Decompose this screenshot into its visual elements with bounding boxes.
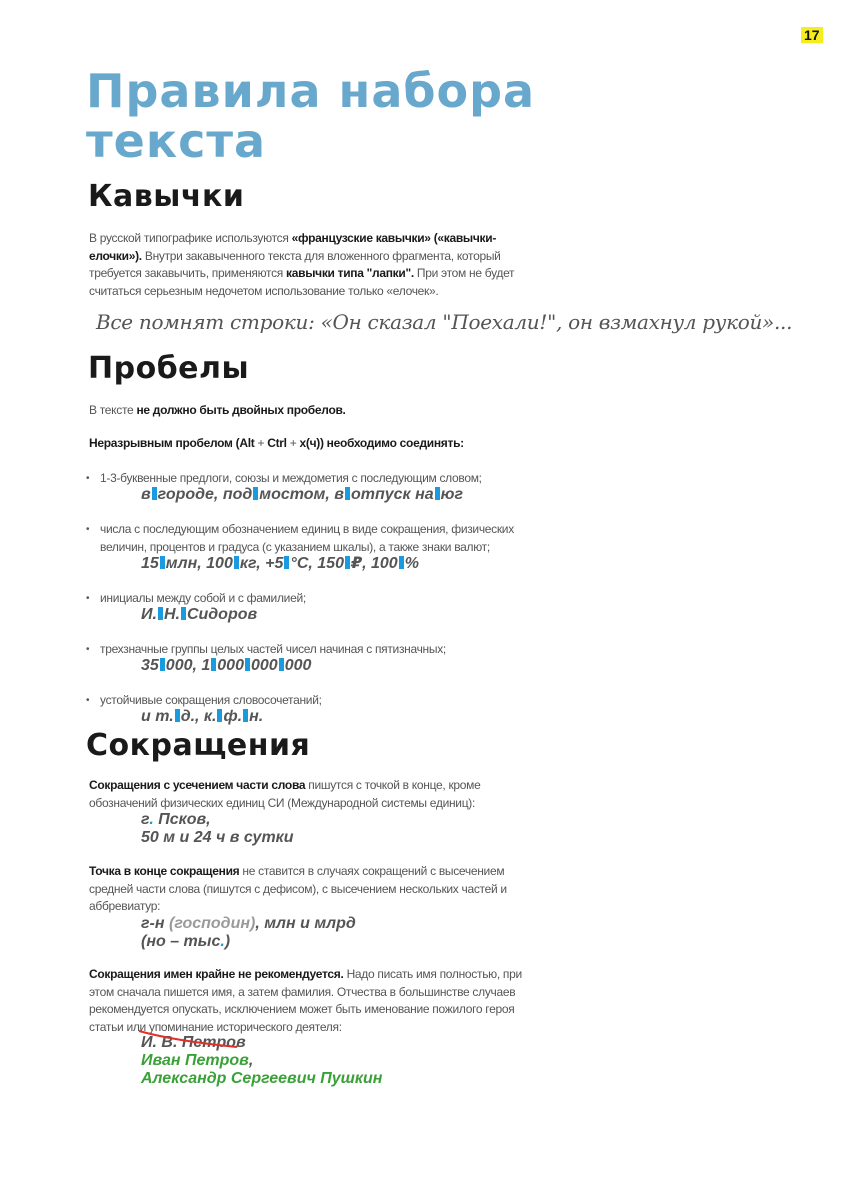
bullet-icon: • [86,695,90,706]
list-item-example: 35 000, 1 000 000 000 [141,657,312,674]
abbreviation-example-3: г-н (господин), млн и млрд [141,915,356,932]
abbreviations-paragraph-1 [89,777,534,812]
bullet-icon: • [86,524,90,535]
bullet-icon: • [86,644,90,655]
nbsp-marker [279,658,284,671]
bold-text: Неразрывным пробелом ( [89,436,240,450]
bullet-icon: • [86,473,90,484]
list-item-example: 15 млн, 100 кг, +5 °С, 150 ₽, 100 % [141,555,419,572]
plus: + [254,436,268,450]
list-item-text: устойчивые сокращения словосочетаний; [100,693,322,707]
text: Надо писать имя полностью, при этом сначала пишется имя, а затем фамилия. Отчества в большинстве случаев рекомендуется опускать, исключением может быть именование пожилого героя статьи или упоминание исторического деятеля: [89,967,522,1034]
paren: ( [305,436,310,450]
list-item-example: И. Н. Сидоров [141,606,258,623]
nbsp-marker [152,487,157,500]
abbreviation-example-4: (но – тыс.) [141,933,231,950]
nbsp-marker [253,487,258,500]
heading-spaces: Пробелы [88,351,250,386]
list-item-text: трехзначные группы целых частей чисел начиная с пятизначных; [100,642,446,656]
nbsp-marker [245,658,250,671]
bold-text: «французские кавычки» («кавычки-елочки»). [89,231,497,263]
bullet-icon: • [86,593,90,604]
nbsp-marker [211,658,216,671]
heading-quotes: Кавычки [88,179,245,214]
text: В русской типографике используются [89,231,292,245]
bold-text: Сокращения имен крайне не рекомендуется. [89,967,344,981]
key-x: x [299,436,306,450]
nbsp-marker [234,556,239,569]
abbreviation-example-1: г. Псков, [141,811,211,828]
page-title-line-2: текста [86,114,267,168]
nbsp-marker [175,709,180,722]
bold-text: кавычки типа "лапки". [286,266,414,281]
quotes-example: Все помнят строки: «Он сказал "Поехали!", он взмахнул рукой»... [96,310,793,334]
nbsp-marker [158,607,163,620]
strikethrough-text: И. В. Петров [141,1033,246,1052]
abbreviation-example-2: 50 м и 24 ч в сутки [141,829,294,846]
list-item-example: в городе, под мостом, в отпуск на юг [141,486,463,503]
text: При этом не будет считаться серьезным недочетом использование только «елочек». [89,266,515,298]
nbsp-marker [345,556,350,569]
heading-abbreviations: Сокращения [86,728,311,763]
page-title [86,66,535,166]
correct-name-example-2: Александр Сергеевич Пушкин [141,1070,383,1087]
key-alt: Alt [239,436,255,450]
key-ch: ч [309,436,317,450]
page-number: 17 [801,27,823,43]
bold-text: не должно быть двойных пробелов. [136,403,346,417]
nbsp-marker [217,709,222,722]
spaces-paragraph-2 [89,435,539,453]
list-item-text: инициалы между собой и с фамилией; [100,591,306,605]
nbsp-marker [284,556,289,569]
abbreviations-paragraph-2 [89,863,519,916]
list-item-example: и т. д., к. ф. н. [141,708,264,725]
page-title-line-1: Правила набора [86,64,536,118]
text: В тексте [89,403,137,417]
quotes-paragraph [89,230,519,300]
nbsp-marker [345,487,350,500]
list-item-text: числа с последующим обозначением единиц в виде сокращения, физических величин, процентов и градуса (с указанием шкалы), а также знаки валют; [100,522,514,554]
bold-text: Точка в конце сокращения [89,864,240,878]
list-item [86,521,531,556]
abbreviations-paragraph-3 [89,966,544,1036]
nbsp-marker [160,658,165,671]
nbsp-marker [399,556,404,569]
text: не ставится в случаях сокращений с высечением средней части слова (пишутся с дефисом), с высечением нескольких частей и аббревиатур: [89,864,507,914]
nbsp-marker [160,556,165,569]
spaces-paragraph-1 [89,402,539,420]
key-ctrl: Ctrl [267,436,287,450]
correct-name-example-1: Иван Петров, [141,1052,254,1069]
nbsp-marker [435,487,440,500]
nbsp-marker [181,607,186,620]
nbsp-marker [243,709,248,722]
plus: + [286,436,300,450]
bold-text: Сокращения с усечением части слова [89,778,306,792]
text: пишутся с точкой в конце, кроме обозначений физических единиц СИ (Международной системы единиц): [89,778,481,810]
list-item-text: 1-3-буквенные предлоги, союзы и междометия с последующим словом; [100,471,482,485]
bold-text: )) необходимо соединять: [316,436,464,450]
wrong-name-example [141,1033,246,1052]
text: Внутри закавыченного текста для вложенного фрагмента, который требуется закавычить, применяются [89,248,501,281]
